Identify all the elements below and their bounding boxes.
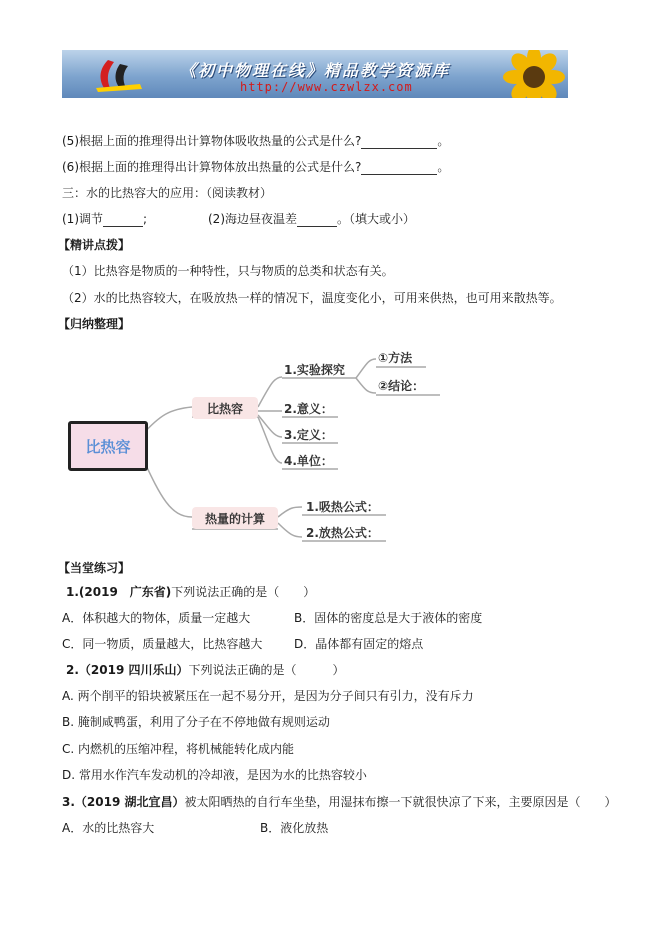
question-6: (6)根据上面的推理得出计算物体放出热量的公式是什么? 。 — [62, 160, 450, 174]
mind-map-node-experiment: 1.实验探究 — [284, 363, 345, 377]
mind-map-node-definition: 3.定义： — [284, 428, 333, 442]
practice-q2-option-d[interactable]: D. 常用水作汽车发动机的冷却液，是因为水的比热容较小 — [62, 768, 367, 782]
sunflower-icon — [494, 50, 568, 98]
logo-icon — [90, 54, 150, 94]
jingjiang-point-2: （2）水的比热容较大，在吸放热一样的情况下，温度变化小，可用来供热，也可用来散热等。 — [62, 291, 562, 305]
practice-q1-stem: 1.(2019 广东省)下列说法正确的是（ ） — [66, 585, 316, 599]
mind-map-node-absorb-formula: 1.吸热公式： — [306, 500, 379, 514]
section-3-item-2: (2)海边昼夜温差 。（填大或小） — [208, 212, 416, 226]
mind-map-root: 比热容 — [68, 421, 148, 471]
practice-q1-option-a[interactable]: A．体积越大的物体，质量一定越大 — [62, 611, 251, 625]
answer-blank[interactable] — [297, 213, 337, 227]
mind-map-node-meaning: 2.意义： — [284, 402, 333, 416]
header-banner — [62, 50, 568, 98]
mind-map-branch-heat-capacity: 比热容 — [192, 397, 258, 419]
banner-url[interactable]: http://www.czwlzx.com — [240, 80, 413, 94]
guina-heading: 【归纳整理】 — [58, 317, 131, 331]
practice-q1-option-b[interactable]: B．固体的密度总是大于液体的密度 — [294, 611, 483, 625]
practice-q2-option-c[interactable]: C. 内燃机的压缩冲程，将机械能转化成内能 — [62, 742, 295, 756]
question-5: (5)根据上面的推理得出计算物体吸收热量的公式是什么? 。 — [62, 134, 450, 148]
practice-q2-option-b[interactable]: B. 腌制咸鸭蛋，利用了分子在不停地做有规则运动 — [62, 715, 330, 729]
section-3-item-1: (1)调节 ; — [62, 212, 148, 226]
practice-q2-option-a[interactable]: A. 两个削平的铅块被紧压在一起不易分开，是因为分子间只有引力，没有斥力 — [62, 689, 474, 703]
banner-title: 《初中物理在线》精品教学资源库 — [180, 61, 451, 80]
practice-heading: 【当堂练习】 — [58, 561, 131, 575]
practice-q1-option-d[interactable]: D．晶体都有固定的熔点 — [294, 637, 424, 651]
mind-map-node-unit: 4.单位： — [284, 454, 333, 468]
mind-map-node-release-formula: 2.放热公式： — [306, 526, 379, 540]
practice-q3-option-a[interactable]: A．水的比热容大 — [62, 821, 155, 835]
practice-q1-option-c[interactable]: C．同一物质，质量越大，比热容越大 — [62, 637, 263, 651]
mind-map-branch-heat-calc: 热量的计算 — [192, 507, 278, 529]
jingjiang-heading: 【精讲点拨】 — [58, 238, 131, 252]
practice-q2-stem: 2.（2019 四川乐山）下列说法正确的是（ ） — [66, 663, 345, 677]
jingjiang-point-1: （1）比热容是物质的一种特性，只与物质的总类和状态有关。 — [62, 264, 394, 278]
practice-q3-stem: 3.（2019 湖北宜昌）被太阳晒热的自行车坐垫，用湿抹布擦一下就很快凉了下来，主要原因是（ ） — [62, 795, 617, 809]
answer-blank[interactable] — [361, 135, 437, 149]
mind-map — [60, 345, 450, 550]
answer-blank[interactable] — [361, 161, 437, 175]
practice-q3-option-b[interactable]: B．液化放热 — [260, 821, 329, 835]
answer-blank[interactable] — [103, 213, 143, 227]
mind-map-node-conclusion: ②结论： — [378, 379, 425, 393]
mind-map-node-method: ①方法 — [378, 351, 413, 365]
section-3-title: 三：水的比热容大的应用：（阅读教材） — [62, 186, 273, 200]
